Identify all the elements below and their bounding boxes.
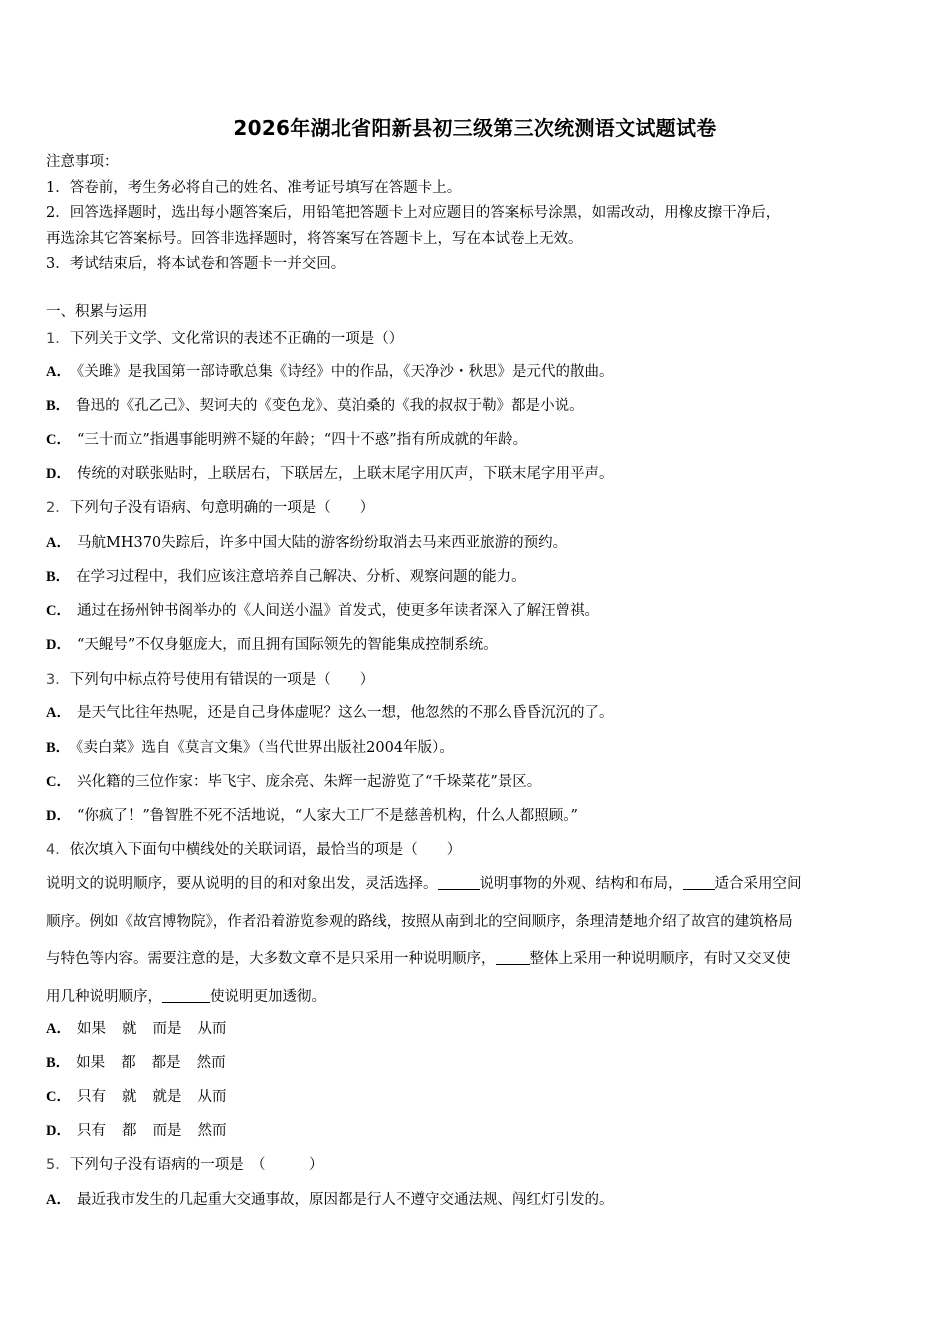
option-word: 然而 <box>196 1055 226 1071</box>
passage-text: 整体上采用一种说明顺序，有时又交叉使 <box>529 951 791 967</box>
notice-item: 再选涂其它答案标号。回答非选择题时，将答案写在答题卡上，写在本试卷上无效。 <box>46 230 583 247</box>
page-title: 2026年湖北省阳新县初三级第三次统测语文试题试卷 <box>233 116 717 140</box>
option-word: 从而 <box>197 1021 227 1037</box>
option-text: 最近我市发生的几起重大交通事故，原因都是行人不遵守交通法规、闯红灯引发的。 <box>76 1192 614 1208</box>
passage-text: 使说明更加透彻。 <box>210 988 326 1005</box>
option-letter: B． <box>46 1055 71 1071</box>
blank-line <box>683 875 715 890</box>
option-letter: B． <box>46 740 71 756</box>
answer-option <box>46 736 454 757</box>
option-text: 通过在扬州钟书阁举办的《人间送小温》首发式，使更多年读者深入了解汪曾祺。 <box>76 603 599 619</box>
option-text: 传统的对联张贴时，上联居右，下联居左，上联末尾字用仄声，下联末尾字用平声。 <box>76 466 614 482</box>
answer-option <box>46 1017 242 1038</box>
question-text: 下列句子没有语病的一项是 （ ） <box>69 1157 324 1173</box>
answer-option <box>46 531 567 552</box>
option-text: 《关雎》是我国第一部诗歌总集《诗经》中的作品，《天净沙・秋思》是元代的散曲。 <box>76 364 614 380</box>
question-stem <box>46 668 374 689</box>
option-text: “三十而立”指遇事能明辨不疑的年龄；“四十不惑”指有所成就的年龄。 <box>76 432 528 448</box>
option-letter: B． <box>46 398 71 414</box>
passage-text: 与特色等内容。需要注意的是，大多数文章不是只采用一种说明顺序， <box>46 951 496 967</box>
answer-option <box>46 428 527 449</box>
passage-text: 顺序。例如《故宫博物院》，作者沿着游览参观的路线，按照从南到北的空间顺序，条理清楚地介绍了故宫的建筑格局 <box>46 913 793 930</box>
answer-option <box>46 394 584 415</box>
option-letter: A． <box>46 705 71 721</box>
answer-option <box>46 804 578 825</box>
option-letter: C． <box>46 432 71 448</box>
option-word: 都 <box>121 1123 137 1139</box>
question-number: 4． <box>46 842 70 858</box>
option-letter: D． <box>46 466 71 482</box>
notice-heading: 注意事项： <box>46 154 119 170</box>
option-text: 是天气比往年热呢，还是自己身体虚呢？这么一想，他忽然的不那么昏昏沉沉的了。 <box>76 705 614 721</box>
option-word: 就是 <box>152 1089 182 1105</box>
option-letter: A． <box>46 535 71 551</box>
passage-text: 适合采用空间 <box>714 876 802 892</box>
option-letter: A． <box>46 364 71 380</box>
notice-item: 2．回答选择题时，选出每小题答案后，用铅笔把答题卡上对应题目的答案标号涂黑，如需改动，用橡皮擦干净后， <box>46 205 781 221</box>
question-stem <box>46 1153 323 1174</box>
option-letter: A． <box>46 1021 71 1037</box>
answer-option <box>46 633 498 654</box>
blank-line <box>496 950 530 965</box>
question-number: 1． <box>46 331 70 347</box>
question-number: 3． <box>46 672 70 688</box>
option-word: 都是 <box>151 1055 181 1071</box>
option-word: 就 <box>121 1089 137 1105</box>
question-stem <box>46 327 403 348</box>
option-word: 都 <box>121 1055 136 1071</box>
option-letter: C． <box>46 603 71 619</box>
question-text: 下列句中标点符号使用有错误的一项是（ ） <box>69 672 375 688</box>
answer-option <box>46 1119 242 1140</box>
question-text: 下列句子没有语病、句意明确的一项是（ ） <box>69 500 375 516</box>
option-text: 兴化籍的三位作家：毕飞宇、庞余亮、朱辉一起游览了“千垛菜花”景区。 <box>76 774 542 790</box>
answer-option <box>46 360 613 381</box>
option-word: 而是 <box>152 1021 182 1037</box>
option-word: 只有 <box>76 1123 106 1139</box>
option-letter: D． <box>46 637 71 653</box>
option-text: “你疯了！”鲁智胜不死不活地说，“人家大工厂不是慈善机构，什么人都照顾。” <box>76 808 578 824</box>
notice-item: 3．考试结束后，将本试卷和答题卡一并交回。 <box>46 256 346 272</box>
question-number: 5． <box>46 1157 70 1173</box>
option-word: 只有 <box>76 1089 106 1105</box>
option-word: 如果 <box>76 1055 106 1071</box>
notice-block <box>46 150 906 278</box>
option-text: 在学习过程中，我们应该注意培养自己解决、分析、观察问题的能力。 <box>76 569 526 585</box>
passage-text: 说明事物的外观、结构和布局， <box>479 876 683 892</box>
option-text: 鲁迅的《孔乙己》、契诃夫的《变色龙》、莫泊桑的《我的叔叔于勒》都是小说。 <box>76 398 584 414</box>
answer-option <box>46 565 526 586</box>
blank-line <box>162 988 210 1003</box>
answer-option <box>46 599 599 620</box>
question-stem <box>46 496 374 517</box>
answer-option <box>46 1188 613 1209</box>
option-word: 如果 <box>76 1021 106 1037</box>
answer-option <box>46 1051 242 1072</box>
option-letter: A． <box>46 1192 71 1208</box>
option-word: 而是 <box>152 1123 182 1139</box>
passage-text: 用几种说明顺序， <box>46 988 162 1005</box>
question-number: 2． <box>46 500 70 516</box>
option-letter: B． <box>46 569 71 585</box>
option-word: 从而 <box>197 1089 227 1105</box>
option-text: “天鲲号”不仅身躯庞大，而且拥有国际领先的智能集成控制系统。 <box>76 637 498 653</box>
answer-option <box>46 1085 242 1106</box>
question-text: 依次填入下面句中横线处的关联词语，最恰当的项是（ ） <box>69 842 462 858</box>
option-word: 然而 <box>197 1123 227 1139</box>
reading-passage <box>46 866 908 1016</box>
answer-option <box>46 462 613 483</box>
notice-item: 1．答卷前，考生务必将自己的姓名、准考证号填写在答题卡上。 <box>46 179 462 196</box>
option-letter: C． <box>46 774 71 790</box>
answer-option <box>46 701 613 722</box>
question-stem <box>46 838 461 859</box>
passage-text: 说明文的说明顺序，要从说明的目的和对象出发，灵活选择。 <box>46 876 438 892</box>
section-heading: 一、积累与运用 <box>46 304 148 320</box>
answer-option <box>46 770 541 791</box>
option-text: 马航MH370失踪后，许多中国大陆的游客纷纷取消去马来西亚旅游的预约。 <box>76 535 568 551</box>
option-letter: D． <box>46 1123 71 1139</box>
blank-line <box>438 875 480 890</box>
question-text: 下列关于文学、文化常识的表述不正确的一项是（） <box>69 331 404 347</box>
option-letter: C． <box>46 1089 71 1105</box>
option-word: 就 <box>121 1021 137 1037</box>
option-letter: D． <box>46 808 71 824</box>
option-text: 《卖白菜》选自《莫言文集》（当代世界出版社2004年版）。 <box>76 740 454 756</box>
